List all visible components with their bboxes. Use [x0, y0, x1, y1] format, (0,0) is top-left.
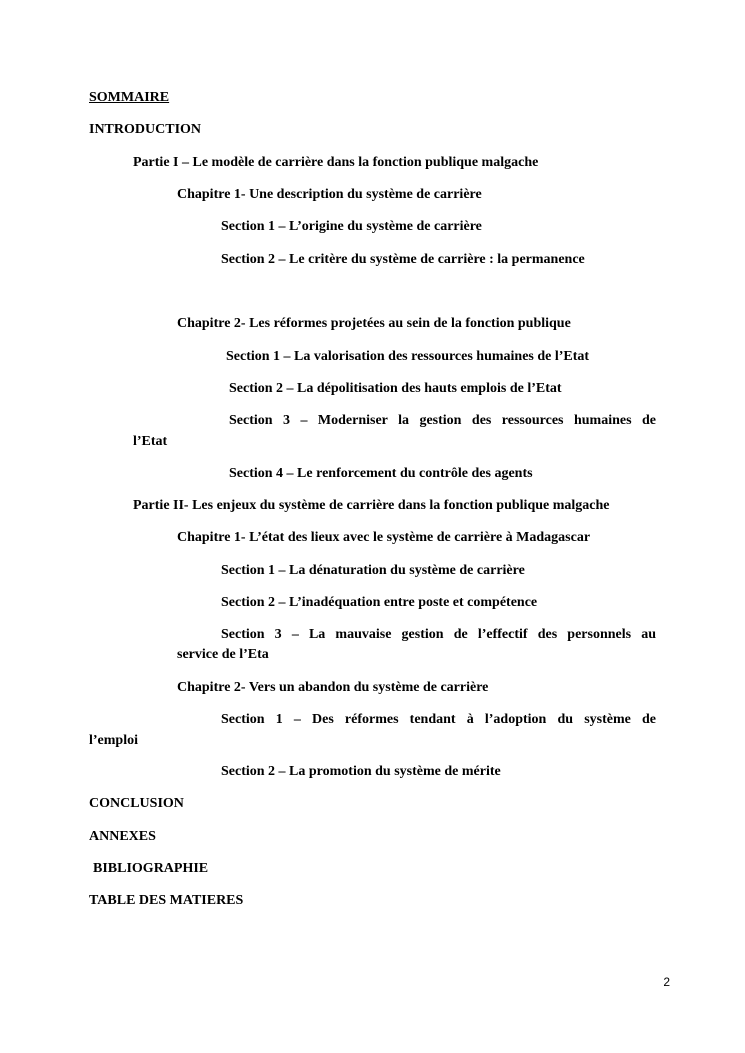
- table-des-matieres-entry: TABLE DES MATIERES: [89, 893, 244, 908]
- page-number: 2: [663, 975, 670, 989]
- partie-1-chapitre-1-section-1: Section 1 – L’origine du système de carrière: [221, 219, 482, 234]
- partie-1-chapitre-1-section-2: Section 2 – Le critère du système de carrière : la permanence: [221, 252, 585, 267]
- partie-2-chapitre-2-section-1: Section 1 – Des réformes tendant à l’adoption du système de: [221, 712, 656, 727]
- partie-1-chapitre-2-section-1: Section 1 – La valorisation des ressources humaines de l’Etat: [226, 349, 590, 364]
- sommaire-heading: SOMMAIRE: [89, 90, 170, 105]
- annexes-entry: ANNEXES: [89, 829, 156, 844]
- partie-1-chapitre-2-section-3-continuation: l’Etat: [133, 434, 168, 449]
- partie-2-chapitre-1-section-3-continuation: service de l’Eta: [177, 647, 269, 662]
- partie-2-chapitre-2-section-2: Section 2 – La promotion du système de mérite: [221, 764, 501, 779]
- conclusion-entry: CONCLUSION: [89, 796, 184, 811]
- partie-2-chapitre-2-title: Chapitre 2- Vers un abandon du système de carrière: [177, 680, 489, 695]
- partie-2-chapitre-1-title: Chapitre 1- L’état des lieux avec le système de carrière à Madagascar: [177, 530, 591, 545]
- partie-1-chapitre-1-title: Chapitre 1- Une description du système de carrière: [177, 187, 482, 202]
- partie-2-chapitre-1-section-1: Section 1 – La dénaturation du système de carrière: [221, 563, 525, 578]
- bibliographie-entry: BIBLIOGRAPHIE: [93, 861, 209, 876]
- partie-1-chapitre-2-section-2: Section 2 – La dépolitisation des hauts emplois de l’Etat: [229, 381, 562, 396]
- partie-1-title: Partie I – Le modèle de carrière dans la fonction publique malgache: [133, 155, 539, 170]
- partie-2-chapitre-1-section-2: Section 2 – L’inadéquation entre poste et compétence: [221, 595, 538, 610]
- partie-2-chapitre-2-section-1-continuation: l’emploi: [89, 733, 138, 748]
- partie-1-chapitre-2-section-3: Section 3 – Moderniser la gestion des ressources humaines de: [229, 413, 656, 428]
- partie-2-chapitre-1-section-3: Section 3 – La mauvaise gestion de l’effectif des personnels au: [221, 627, 656, 642]
- partie-1-chapitre-2-title: Chapitre 2- Les réformes projetées au sein de la fonction publique: [177, 316, 571, 331]
- partie-2-title: Partie II- Les enjeux du système de carrière dans la fonction publique malgache: [133, 498, 610, 513]
- partie-1-chapitre-2-section-4: Section 4 – Le renforcement du contrôle des agents: [229, 466, 533, 481]
- introduction-entry: INTRODUCTION: [89, 122, 202, 137]
